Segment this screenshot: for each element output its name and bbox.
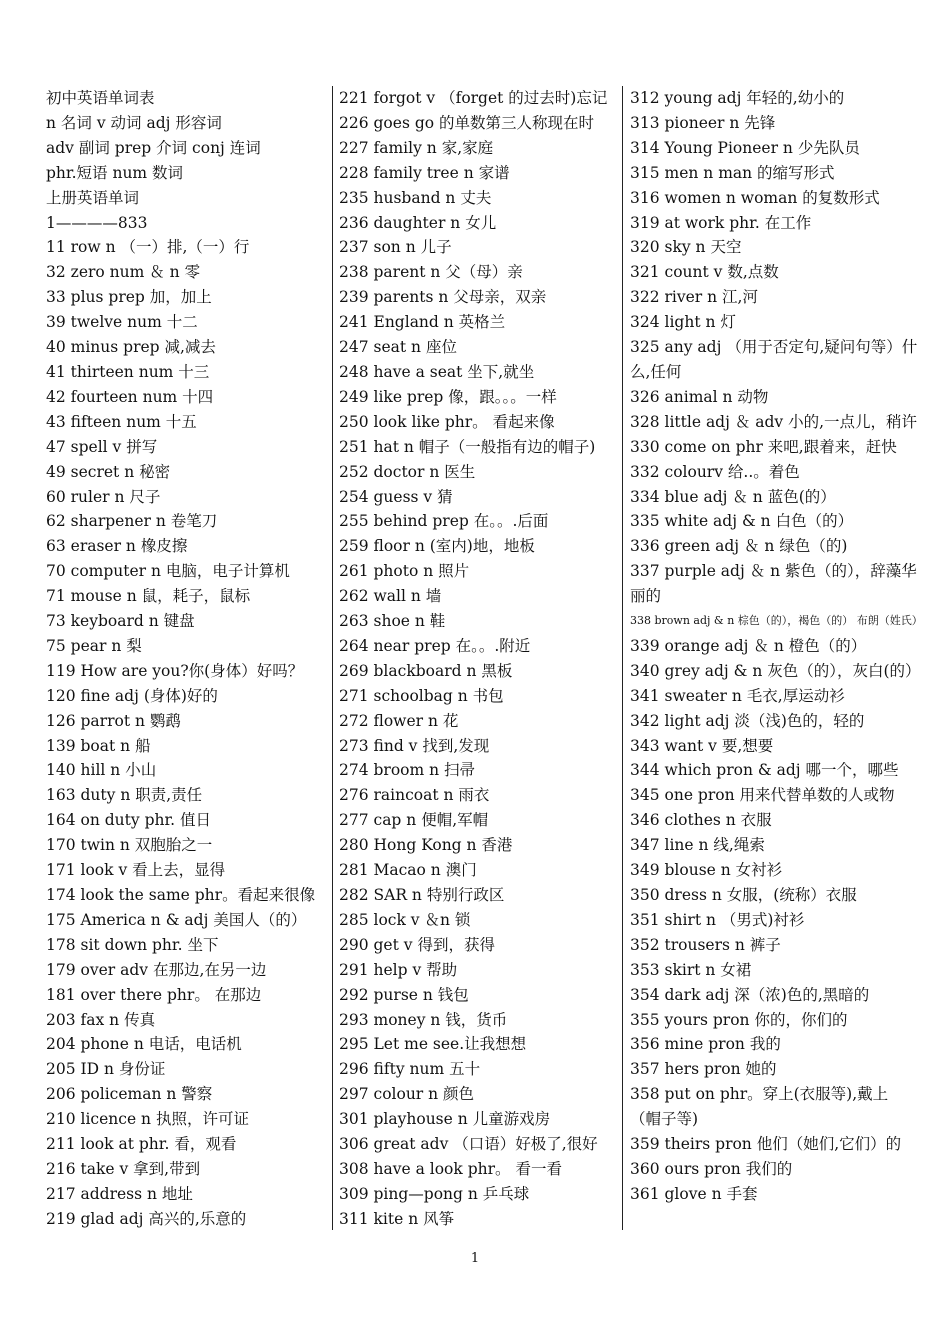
vocab-line: 308 have a look phr。 看一看 xyxy=(339,1159,562,1178)
vocab-line: 322 river n 江,河 xyxy=(630,288,758,307)
column-2 xyxy=(332,86,624,1230)
vocab-line: 32 zero num ＆ n 零 xyxy=(46,263,201,282)
vocab-line: adv 副词 prep 介词 conj 连词 xyxy=(46,138,261,157)
vocab-line: 292 purse n 钱包 xyxy=(339,985,469,1004)
vocab-line: 178 sit down phr. 坐下 xyxy=(46,935,219,954)
vocab-line: 295 Let me see.让我想想 xyxy=(339,1035,527,1054)
vocab-line: phr.短语 num 数词 xyxy=(46,163,184,182)
vocab-line: 301 playhouse n 儿童游戏房 xyxy=(339,1110,551,1129)
vocab-line: 277 cap n 便帽,军帽 xyxy=(339,811,489,830)
vocab-line: 228 family tree n 家谱 xyxy=(339,163,510,182)
vocab-line: 361 glove n 手套 xyxy=(630,1184,758,1203)
vocab-line: 63 eraser n 橡皮擦 xyxy=(46,537,188,556)
vocab-line: 11 row n （一）排,（一）行 xyxy=(46,238,250,257)
vocab-line: 290 get v 得到，获得 xyxy=(339,935,495,954)
vocab-line: 235 husband n 丈夫 xyxy=(339,188,492,207)
vocab-line: 251 hat n 帽子（一般指有边的帽子) xyxy=(339,437,596,456)
vocab-line: 353 skirt n 女裙 xyxy=(630,960,752,979)
vocab-line: 314 Young Pioneer n 少先队员 xyxy=(630,138,860,157)
vocab-line: 40 minus prep 减,减去 xyxy=(46,338,216,357)
vocab-line: 337 purple adj ＆ n 紫色（的），辞藻华丽的 xyxy=(630,562,917,606)
vocab-line: 249 like prep 像，跟。。。一样 xyxy=(339,387,557,406)
vocab-line: 291 help v 帮助 xyxy=(339,960,458,979)
vocab-line: 70 computer n 电脑，电子计算机 xyxy=(46,562,290,581)
vocab-line: 119 How are you?你(身体）好吗？ xyxy=(46,661,304,680)
vocab-line: 269 blackboard n 黑板 xyxy=(339,661,513,680)
vocab-line: 226 goes go 的单数第三人称现在时 xyxy=(339,113,595,132)
vocab-line: 39 twelve num 十二 xyxy=(46,313,198,332)
vocab-line: 204 phone n 电话，电话机 xyxy=(46,1035,242,1054)
vocab-line: 306 great adv （口语）好极了,很好 xyxy=(339,1135,598,1154)
vocab-line: 33 plus prep 加，加上 xyxy=(46,288,212,307)
vocab-line: 282 SAR n 特别行政区 xyxy=(339,886,505,904)
vocab-line: 254 guess v 猜 xyxy=(339,487,453,506)
vocab-line: 354 dark adj 深（浓)色的,黑暗的 xyxy=(630,985,870,1004)
vocab-line: 332 colourv 给..。着色 xyxy=(630,462,800,481)
vocab-line: 315 men n man 的缩写形式 xyxy=(630,163,835,182)
vocab-line: 43 fifteen num 十五 xyxy=(46,412,197,431)
vocab-line: 312 young adj 年轻的,幼小的 xyxy=(630,89,845,107)
vocab-line: 62 sharpener n 卷笔刀 xyxy=(46,512,218,531)
vocab-line: 170 twin n 双胞胎之一 xyxy=(46,836,213,855)
vocab-line: 247 seat n 座位 xyxy=(339,338,457,357)
vocab-line: 262 wall n 墙 xyxy=(339,587,442,606)
vocab-line: 296 fifty num 五十 xyxy=(339,1060,481,1079)
vocab-line: 163 duty n 职责,责任 xyxy=(46,786,203,805)
vocab-line: 335 white adj & n 白色（的） xyxy=(630,512,854,531)
vocab-line: 328 little adj ＆ adv 小的,一点儿，稍许 xyxy=(630,412,918,431)
vocab-line: 236 daughter n 女儿 xyxy=(339,213,497,232)
page-number: 1 xyxy=(470,1251,480,1266)
vocab-line: 171 look v 看上去，显得 xyxy=(46,861,226,880)
vocab-line: 356 mine pron 我的 xyxy=(630,1035,781,1054)
vocab-line: 206 policeman n 警察 xyxy=(46,1085,213,1104)
vocab-line: 342 light adj 淡（浅)色的，轻的 xyxy=(630,711,865,730)
vocab-line: 272 flower n 花 xyxy=(339,711,459,730)
vocab-line: 334 blue adj ＆ n 蓝色(的） xyxy=(630,487,836,506)
vocab-line: 264 near prep 在。。.附近 xyxy=(339,636,531,655)
vocab-line: 339 orange adj ＆ n 橙色（的） xyxy=(630,636,867,655)
vocab-line: 248 have a seat 坐下,就坐 xyxy=(339,362,535,381)
column-3 xyxy=(622,86,923,1230)
vocab-line: 47 spell v 拼写 xyxy=(46,437,158,456)
vocab-line: 349 blouse n 女衬衫 xyxy=(630,861,783,880)
vocab-line: 217 address n 地址 xyxy=(46,1184,193,1203)
vocab-line: 319 at work phr. 在工作 xyxy=(630,213,812,232)
vocab-line: 313 pioneer n 先锋 xyxy=(630,113,776,132)
vocab-line: 325 any adj （用于否定句,疑问句等）什么,任何 xyxy=(630,338,918,381)
vocab-line: 261 photo n 照片 xyxy=(339,562,470,581)
vocab-line: 330 come on phr 来吧,跟着来，赶快 xyxy=(630,437,897,456)
vocab-line: 309 ping—pong n 乒乓球 xyxy=(339,1184,530,1203)
vocab-line: 338 brown adj & n 棕色（的），褐色（的） 布朗（姓氏） xyxy=(630,614,923,628)
vocab-line: 352 trousers n 裤子 xyxy=(630,935,781,954)
vocab-line: 175 America n & adj 美国人（的） xyxy=(46,910,307,929)
vocab-line: 358 put on phr。穿上(衣服等),戴上（帽子等) xyxy=(630,1085,889,1129)
vocab-line: 219 glad adj 高兴的,乐意的 xyxy=(46,1209,247,1228)
vocab-line: 274 broom n 扫帚 xyxy=(339,761,476,780)
vocab-line: 241 England n 英格兰 xyxy=(339,313,506,332)
vocab-line: 237 son n 儿子 xyxy=(339,238,452,257)
vocab-line: 285 lock v ＆n 锁 xyxy=(339,910,471,929)
vocab-line: 41 thirteen num 十三 xyxy=(46,362,210,381)
vocab-line: 271 schoolbag n 书包 xyxy=(339,686,504,705)
vocab-line: 71 mouse n 鼠，耗子，鼠标 xyxy=(46,587,251,606)
vocab-line: 上册英语单词 xyxy=(46,188,140,207)
vocab-line: 255 behind prep 在。。.后面 xyxy=(339,512,549,531)
vocab-line: 210 licence n 执照，许可证 xyxy=(46,1110,249,1129)
vocab-line: n 名词 v 动词 adj 形容词 xyxy=(46,113,222,132)
vocab-line: 238 parent n 父（母）亲 xyxy=(339,263,523,282)
vocab-line: 344 which pron & adj 哪一个，哪些 xyxy=(630,761,899,780)
vocab-line: 281 Macao n 澳门 xyxy=(339,861,477,880)
vocab-line: 140 hill n 小山 xyxy=(46,761,157,780)
vocab-line: 216 take v 拿到,带到 xyxy=(46,1159,201,1178)
vocab-line: 75 pear n 梨 xyxy=(46,636,142,655)
vocab-line: 336 green adj ＆ n 绿色（的) xyxy=(630,537,848,556)
vocab-line: 181 over there phr。 在那边 xyxy=(46,985,262,1004)
vocab-line: 221 forgot v （forget 的过去时)忘记 xyxy=(339,89,608,107)
vocab-line: 139 boat n 船 xyxy=(46,736,151,755)
vocab-line: 341 sweater n 毛衣,厚运动衫 xyxy=(630,686,845,705)
vocab-line: 42 fourteen num 十四 xyxy=(46,387,214,406)
vocab-line: 316 women n woman 的复数形式 xyxy=(630,188,880,207)
vocab-line: 347 line n 线,绳索 xyxy=(630,836,765,855)
vocab-line: 297 colour n 颜色 xyxy=(339,1085,475,1104)
vocab-line: 263 shoe n 鞋 xyxy=(339,612,446,631)
vocab-line: 227 family n 家,家庭 xyxy=(339,138,494,157)
vocab-line: 357 hers pron 她的 xyxy=(630,1060,777,1079)
vocab-line: 343 want v 要,想要 xyxy=(630,736,774,755)
vocab-line: 280 Hong Kong n 香港 xyxy=(339,836,513,855)
vocab-line: 355 yours pron 你的，你们的 xyxy=(630,1010,848,1029)
vocab-line: 326 animal n 动物 xyxy=(630,387,769,406)
vocab-line: 205 ID n 身份证 xyxy=(46,1060,166,1079)
vocab-line: 359 theirs pron 他们（她们,它们）的 xyxy=(630,1135,902,1154)
column-1 xyxy=(46,86,326,1230)
vocab-line: 311 kite n 风筝 xyxy=(339,1209,455,1228)
vocab-line: 初中英语单词表 xyxy=(46,89,155,107)
vocab-line: 120 fine adj (身体)好的 xyxy=(46,686,218,705)
vocab-line: 324 light n 灯 xyxy=(630,313,736,332)
vocab-line: 174 look the same phr。看起来很像 xyxy=(46,886,316,904)
vocab-line: 360 ours pron 我们的 xyxy=(630,1159,793,1178)
vocab-line: 179 over adv 在那边,在另一边 xyxy=(46,960,267,979)
vocab-line: 49 secret n 秘密 xyxy=(46,462,171,481)
vocab-line: 276 raincoat n 雨衣 xyxy=(339,786,490,805)
vocab-line: 351 shirt n （男式)衬衫 xyxy=(630,910,805,929)
vocab-line: 203 fax n 传真 xyxy=(46,1010,156,1029)
vocab-line: 321 count v 数,点数 xyxy=(630,263,779,282)
vocab-line: 73 keyboard n 键盘 xyxy=(46,612,195,631)
vocab-line: 293 money n 钱，货币 xyxy=(339,1010,508,1029)
vocab-line: 239 parents n 父母亲，双亲 xyxy=(339,288,547,307)
vocab-line: 164 on duty phr. 值日 xyxy=(46,811,212,830)
vocab-line: 252 doctor n 医生 xyxy=(339,462,476,481)
vocab-line: 250 look like phr。 看起来像 xyxy=(339,412,555,431)
vocab-line: 259 floor n (室内)地，地板 xyxy=(339,537,535,556)
vocab-line: 340 grey adj & n 灰色（的），灰白(的） xyxy=(630,661,921,680)
vocab-line: 320 sky n 天空 xyxy=(630,238,742,257)
vocab-line: 1————833 xyxy=(46,213,148,232)
vocab-line: 350 dress n 女服，(统称）衣服 xyxy=(630,886,857,904)
vocab-line: 211 look at phr. 看，观看 xyxy=(46,1135,237,1154)
vocab-line: 126 parrot n 鹦鹉 xyxy=(46,711,181,730)
vocab-line: 60 ruler n 尺子 xyxy=(46,487,161,506)
vocab-line: 346 clothes n 衣服 xyxy=(630,811,772,830)
vocab-line: 273 find v 找到,发现 xyxy=(339,736,490,755)
vocab-line: 345 one pron 用来代替单数的人或物 xyxy=(630,786,895,805)
